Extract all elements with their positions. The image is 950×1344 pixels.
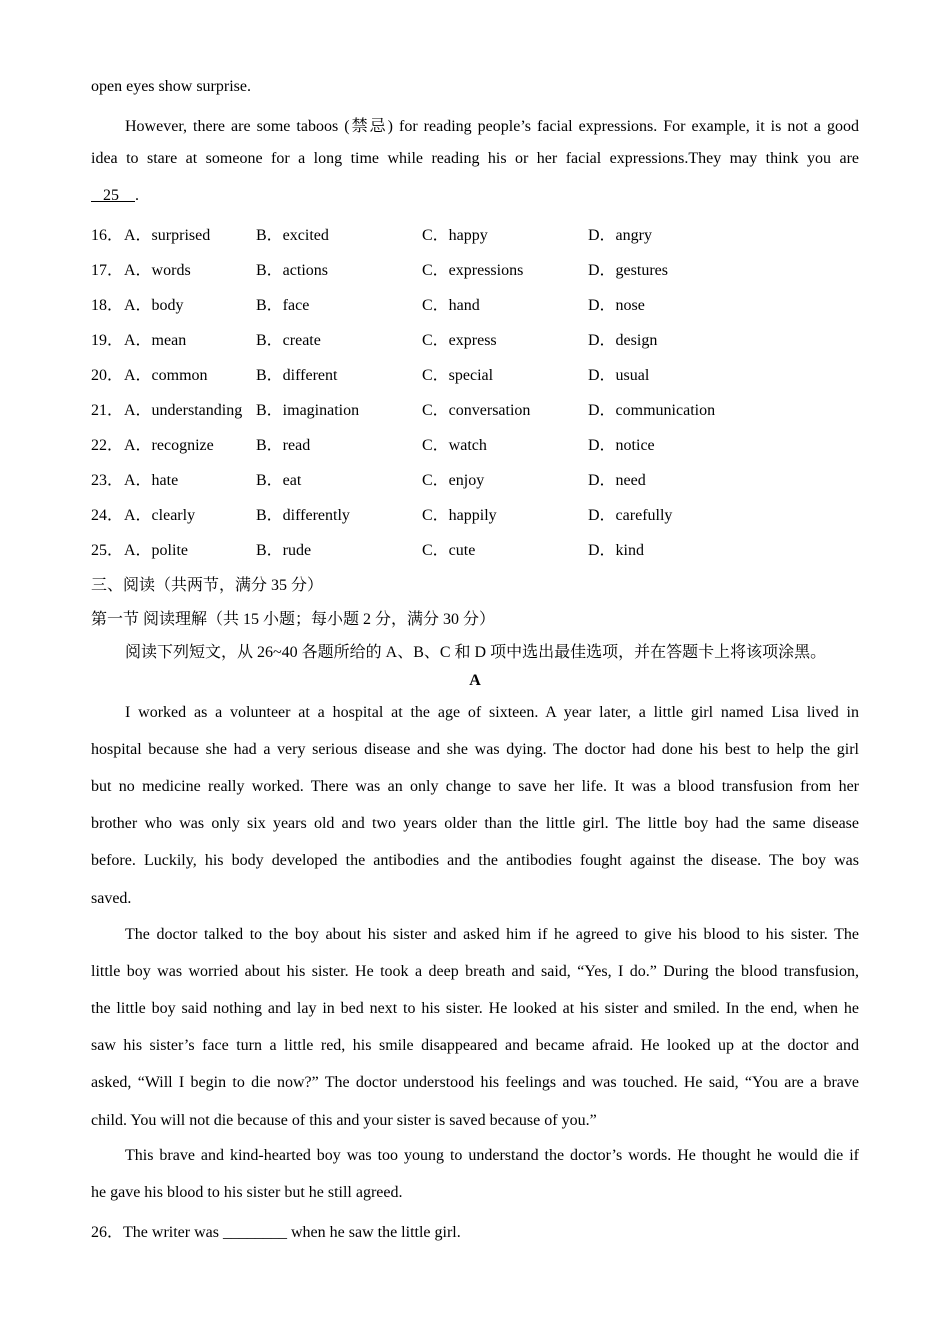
option-a: A．mean: [124, 332, 187, 349]
option-c: C．enjoy: [422, 472, 485, 489]
question-number: 22．: [91, 437, 124, 454]
option-d: D．need: [588, 472, 646, 489]
option-c: C．cute: [422, 542, 476, 559]
option-c: C．special: [422, 367, 494, 384]
option-a: A．clearly: [124, 507, 196, 524]
option-c: C．happy: [422, 227, 488, 244]
question-number: 23．: [91, 472, 124, 489]
taboo-paragraph-line1: However, there are some taboos (禁忌) for reading people’s facial expressions. For example, it is not a good: [125, 118, 859, 135]
option-b: B．imagination: [256, 402, 360, 419]
passage-line: I worked as a volunteer at a hospital at the age of sixteen. A year later, a little girl named Lisa lived in: [125, 704, 859, 721]
option-b: B．create: [256, 332, 321, 349]
option-d: D．design: [588, 332, 658, 349]
option-d: D．gestures: [588, 262, 668, 279]
option-c: C．expressions: [422, 262, 524, 279]
option-b: B．face: [256, 297, 310, 314]
option-b: B．rude: [256, 542, 312, 559]
taboo-paragraph-tail: .: [135, 187, 139, 204]
option-b: B．read: [256, 437, 311, 454]
option-d: D．usual: [588, 367, 650, 384]
option-b: B．actions: [256, 262, 328, 279]
passage-line: The doctor talked to the boy about his sister and asked him if he agreed to give his blood to his sister. The: [125, 926, 859, 943]
question-number: 21．: [91, 402, 124, 419]
passage-title: A: [469, 672, 481, 689]
answer-blank-26: ________: [222, 1224, 287, 1241]
passage-line: brother who was only six years old and two years older than the little girl. The little boy had the same disease: [91, 815, 859, 832]
question-number: 24．: [91, 507, 124, 524]
passage-line: but no medicine really worked. There was an only change to save her life. It was a blood transfusion from her: [91, 778, 859, 795]
option-d: D．carefully: [588, 507, 673, 524]
option-d: D．communication: [588, 402, 716, 419]
passage-line: saved.: [91, 890, 132, 907]
intro-end-text: open eyes show surprise.: [91, 78, 251, 95]
option-a: A．understanding: [124, 402, 243, 419]
option-d: D．kind: [588, 542, 645, 559]
option-c: C．happily: [422, 507, 497, 524]
question-stem-before: The writer was: [123, 1224, 223, 1241]
question-number: 18．: [91, 297, 124, 314]
option-b: B．differently: [256, 507, 350, 524]
option-b: B．different: [256, 367, 338, 384]
passage-line: the little boy said nothing and lay in bed next to his sister. He looked at his sister and smiled. In the end, when he: [91, 1000, 859, 1017]
instructions-text: 阅读下列短文，从 26~40 各题所给的 A、B、C 和 D 项中选出最佳选项，并在答题卡上将该项涂黑。: [125, 644, 827, 661]
option-c: C．hand: [422, 297, 480, 314]
question-number: 20．: [91, 367, 124, 384]
passage-line: before. Luckily, his body developed the antibodies and the antibodies fought against the disease. The boy was: [91, 852, 859, 869]
passage-line: saw his sister’s face turn a little red, his smile disappeared and became afraid. He looked up at the doctor and: [91, 1037, 859, 1054]
taboo-paragraph-line2: idea to stare at someone for a long time while reading his or her facial expressions.They may think you are: [91, 150, 859, 167]
section-one-heading: 第一节 阅读理解（共 15 小题；每小题 2 分，满分 30 分）: [91, 611, 496, 628]
option-b: B．eat: [256, 472, 302, 489]
option-c: C．conversation: [422, 402, 531, 419]
option-a: A．words: [124, 262, 191, 279]
passage-line: little boy was worried about his sister. He took a deep breath and said, “Yes, I do.” During the blood transfusion,: [91, 963, 859, 980]
answer-blank-25: 25: [91, 187, 135, 204]
passage-line: This brave and kind-hearted boy was too young to understand the doctor’s words. He thought he would die if: [125, 1147, 859, 1164]
option-a: A．polite: [124, 542, 188, 559]
option-a: A．recognize: [124, 437, 214, 454]
question-number: 25．: [91, 542, 124, 559]
passage-line: asked, “Will I begin to die now?” The doctor understood his feelings and was touched. He said, “You are a brave: [91, 1074, 859, 1091]
question-number: 17．: [91, 262, 124, 279]
option-a: A．body: [124, 297, 184, 314]
option-d: D．angry: [588, 227, 652, 244]
option-b: B．excited: [256, 227, 329, 244]
question-stem-after: when he saw the little girl.: [286, 1224, 461, 1241]
question-number: 19．: [91, 332, 124, 349]
question-26: [91, 1219, 461, 1242]
question-number: 16．: [91, 227, 124, 244]
option-c: C．express: [422, 332, 497, 349]
passage-line: child. You will not die because of this and your sister is saved because of you.”: [91, 1112, 597, 1129]
option-a: A．hate: [124, 472, 179, 489]
option-a: A．surprised: [124, 227, 211, 244]
question-number: 26．: [91, 1224, 124, 1241]
option-a: A．common: [124, 367, 208, 384]
option-d: D．notice: [588, 437, 655, 454]
section-three-heading: 三、阅读（共两节，满分 35 分）: [91, 577, 324, 594]
passage-line: he gave his blood to his sister but he still agreed.: [91, 1184, 403, 1201]
taboo-paragraph-line3: [91, 187, 139, 205]
option-d: D．nose: [588, 297, 645, 314]
option-c: C．watch: [422, 437, 487, 454]
passage-line: hospital because she had a very serious disease and she was dying. The doctor had done his best to help the girl: [91, 741, 859, 758]
